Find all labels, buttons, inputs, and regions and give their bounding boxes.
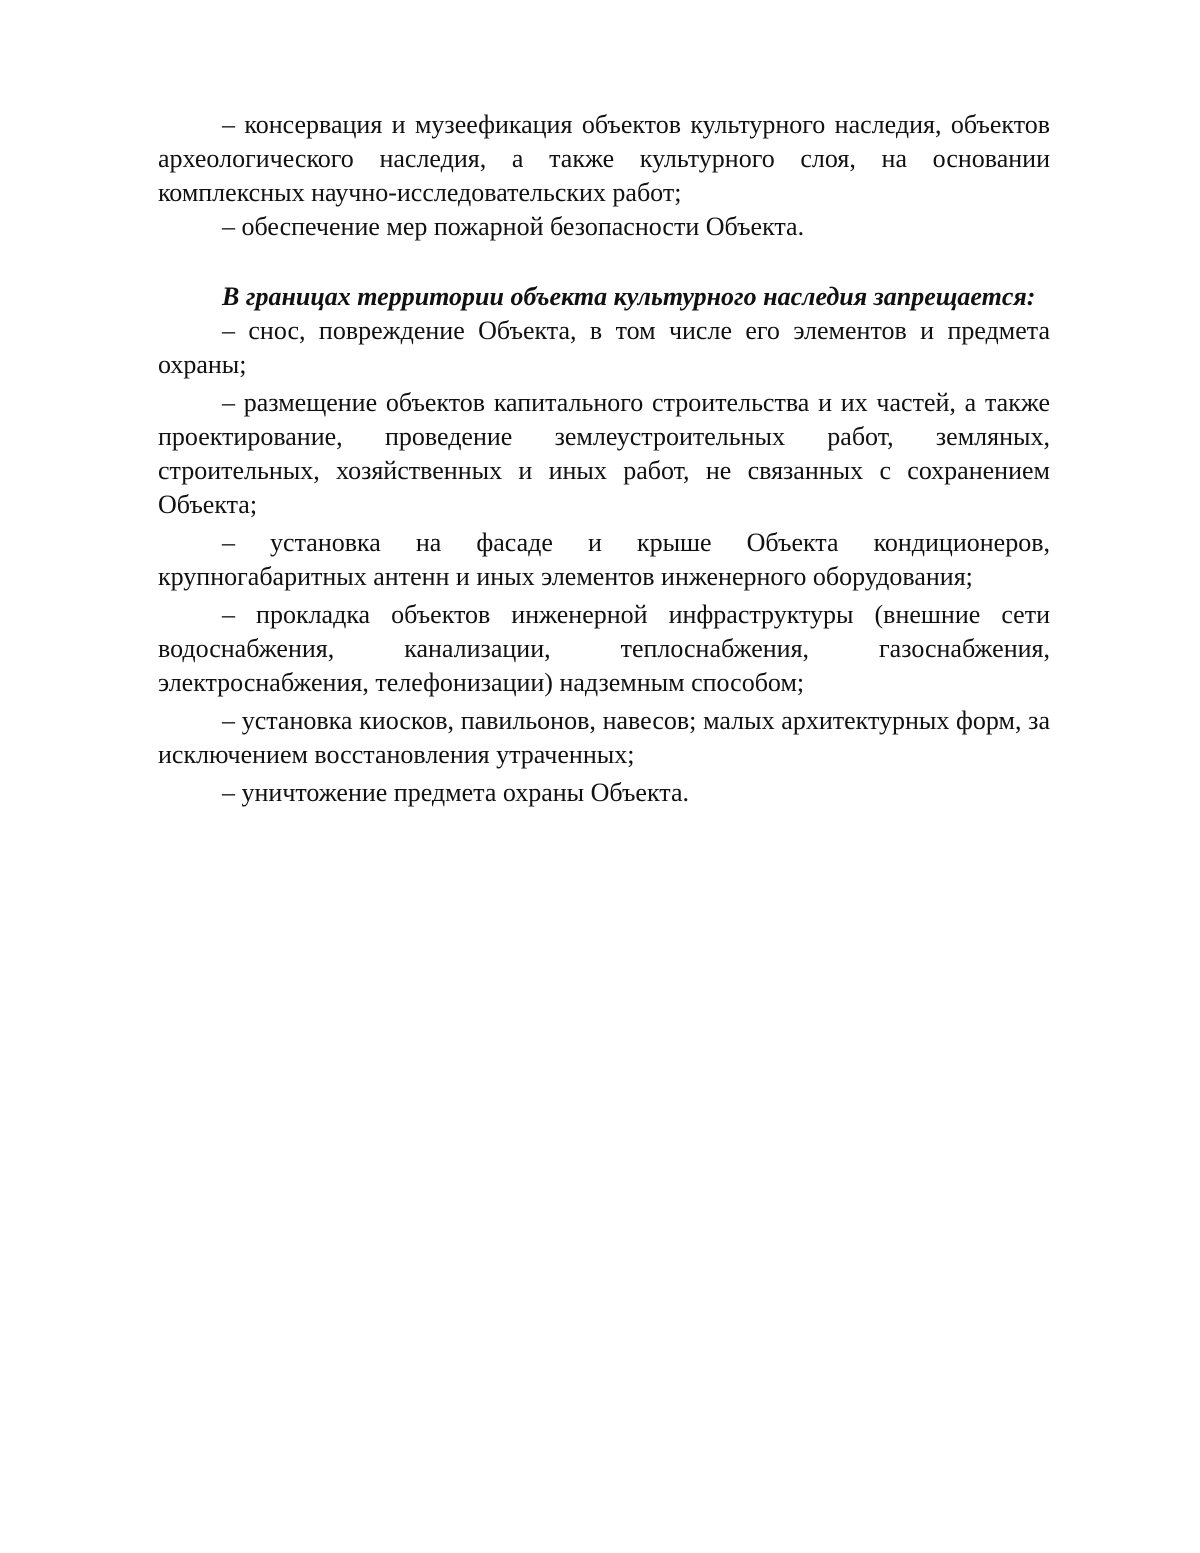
prohibited-item-demolition: – снос, повреждение Объекта, в том числе его элементов и предмета охраны; — [158, 316, 1050, 379]
prohibited-item-infrastructure: – прокладка объектов инженерной инфраструктуры (внешние сети водоснабжения, канализации, теплоснабжения, газоснабжения, электроснабжения, телефонизации) надземным способом; — [158, 600, 1050, 697]
intro-item-fire-safety: – обеспечение мер пожарной безопасности Объекта. — [222, 212, 805, 241]
intro-item-conservation: – консервация и музеефикация объектов культурного наследия, объектов археологического наследия, а также культурного слоя, на основании комплексных научно-исследовательских работ; — [158, 110, 1050, 207]
section-heading: В границах территории объекта культурного наследия запрещается: — [222, 282, 1036, 311]
prohibited-item-destruction: – уничтожение предмета охраны Объекта. — [222, 778, 689, 807]
document-body — [158, 108, 1050, 814]
prohibited-item-kiosks: – установка киосков, павильонов, навесов; малых архитектурных форм, за исключением восстановления утраченных; — [158, 706, 1050, 769]
prohibited-item-construction: – размещение объектов капитального строительства и их частей, а также проектирование, проведение землеустроительных работ, земляных, строительных, хозяйственных и иных работ, не связанных с сохранением Объекта; — [158, 388, 1050, 519]
prohibited-item-equipment: – установка на фасаде и крыше Объекта кондиционеров, крупногабаритных антенн и иных элементов инженерного оборудования; — [158, 528, 1050, 591]
